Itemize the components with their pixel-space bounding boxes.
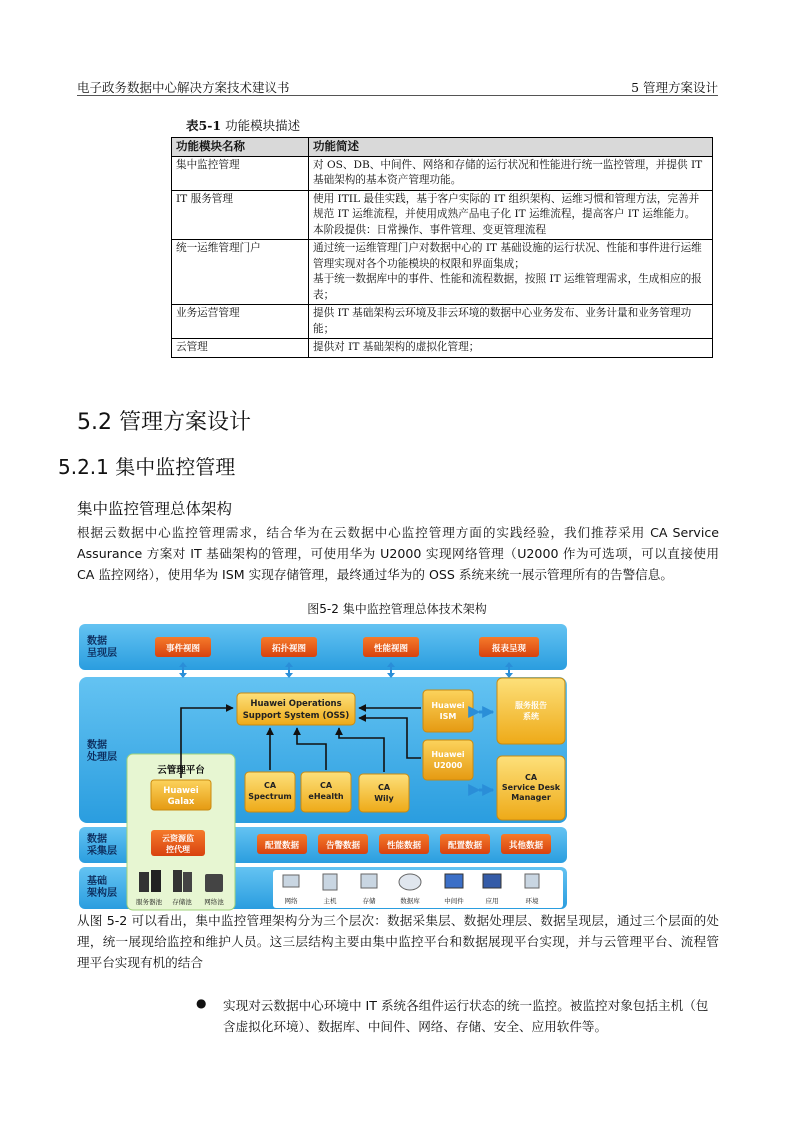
middleware-icon (445, 874, 463, 888)
subsection-heading: 集中监控管理总体架构 (77, 500, 233, 518)
ism-label-line: Huawei (431, 701, 465, 710)
network-device-icon (283, 875, 299, 887)
view-label: 拓扑视图 (271, 644, 307, 654)
architecture-diagram (77, 622, 569, 912)
database-icon (399, 874, 421, 890)
collect-label: 告警数据 (325, 841, 361, 851)
ca-product-line: CA (377, 783, 391, 792)
desc-line: 通过统一运维管理门户对数据中心的 IT 基础设施的运行状况、性能和事件进行运维管理实现对各个功能模块的权限和界面集成； (313, 242, 702, 270)
table-header-row (172, 138, 713, 157)
function-module-table (171, 137, 713, 358)
bullet-dot-icon: ● (196, 996, 207, 1010)
table-header-desc: 功能简述 (309, 138, 713, 157)
ca-product-line: CA (319, 781, 333, 790)
resource-agent-line: 云资源监 (162, 834, 194, 843)
collect-label: 配置数据 (264, 841, 300, 851)
layer-label-line: 基础 (87, 876, 107, 887)
table-cell-desc (309, 339, 713, 358)
desc-line: 提供 IT 基础架构云环境及非云环境的数据中心业务发布、业务计量和业务管理功能； (313, 307, 692, 335)
bullet-text: 实现对云数据中心环境中 IT 系统各组件运行状态的统一监控。被监控对象包括主机（包含虚拟化环境）、数据库、中间件、网络、存储、安全、应用软件等。 (223, 998, 709, 1034)
service-report-box (497, 678, 565, 744)
pool-label: 网络池 (204, 898, 224, 906)
resource-agent-line: 控代理 (166, 845, 190, 854)
table-cell-name: IT 服务管理 (172, 190, 309, 240)
section-heading-5-2: 5.2 管理方案设计 (77, 410, 251, 435)
ca-product-line: CA (263, 781, 277, 790)
page-header (77, 78, 718, 96)
storage-pool-icon (183, 872, 192, 892)
layer-label-line: 数据 (87, 834, 107, 845)
oss-label-line: Support System (OSS) (242, 711, 350, 721)
collect-label: 性能数据 (386, 841, 422, 851)
ca-product-line: Wily (374, 794, 394, 803)
storage-icon (361, 874, 377, 888)
network-pool-icon (205, 874, 223, 892)
table-row (172, 190, 713, 240)
host-icon (323, 874, 337, 890)
intro-paragraph: 根据云数据中心监控管理需求，结合华为在云数据中心监控管理方面的实践经验，我们推荐采用 CA Service Assurance 方案对 IT 基础架构的管理，可使用华为 U2000 实现网络管理（U2000 作为可选项，可以直接使用 CA 监控网络），使用华为 ISM 实现存储管理，最终通过华为的 OSS 系统来统一展示管理所有的告警信息。 (77, 525, 719, 582)
desc-line: 基于统一数据库中的事件、性能和流程数据，按照 IT 运维管理需求，生成相应的报表； (313, 273, 702, 301)
table-cell-desc (309, 156, 713, 190)
table-cell-desc (309, 240, 713, 305)
table-cell-desc (309, 190, 713, 240)
server-pool-icon (151, 870, 161, 892)
desc-line: 本阶段提供：日常操作、事件管理、变更管理流程 (313, 223, 547, 236)
ism-box (423, 690, 473, 732)
table-caption-title: 功能模块描述 (221, 118, 301, 133)
layer-label-line: 数据 (87, 636, 107, 647)
ism-label-line: ISM (439, 712, 457, 721)
table-cell-desc (309, 305, 713, 339)
table-caption (186, 116, 300, 134)
application-icon (483, 874, 501, 888)
oss-label-line: Huawei Operations (250, 699, 342, 709)
table-row (172, 156, 713, 190)
section-heading-5-2-1: 5.2.1 集中监控管理 (58, 455, 236, 479)
layer-label-line: 采集层 (87, 846, 117, 857)
table-header-name: 功能模块名称 (172, 138, 309, 157)
view-label: 报表呈现 (491, 644, 527, 654)
desc-line: 使用 ITIL 最佳实践，基于客户实际的 IT 组织架构、运维习惯和管理方法，完善并规范 IT 运维流程，并使用成熟产品电子化 IT 运维流程，提高客户 IT 运维能力。 (313, 192, 700, 220)
desc-line: 提供对 IT 基础架构的虚拟化管理； (313, 341, 480, 353)
after-figure-paragraph: 从图 5-2 可以看出，集中监控管理架构分为三个层次：数据采集层、数据处理层、数据呈现层，通过三个层面的处理，统一展现给监控和维护人员。这三层结构主要由集中监控平台和数据展现平台实现，并与云管理平台、流程管理平台实现有机的结合 (77, 913, 719, 970)
figure-caption: 图5-2 集中监控管理总体技术架构 (307, 602, 487, 616)
infra-label: 环境 (525, 897, 539, 905)
table-cell-name: 业务运营管理 (172, 305, 309, 339)
layer-label-line: 处理层 (87, 752, 117, 763)
table-row (172, 339, 713, 358)
ca-product-line: eHealth (308, 792, 344, 801)
layer-label-line: 数据 (87, 740, 107, 751)
table-row (172, 240, 713, 305)
header-title: 电子政务数据中心解决方案技术建议书 (77, 80, 290, 95)
collect-label: 配置数据 (447, 841, 483, 851)
galax-line: Huawei (163, 786, 199, 796)
infra-label: 应用 (485, 897, 499, 905)
pool-label: 服务器池 (136, 898, 162, 906)
view-label: 事件视图 (165, 644, 201, 654)
infra-label: 存储 (362, 897, 376, 905)
pool-label: 存储池 (172, 898, 192, 906)
u2000-label-line: Huawei (431, 750, 465, 759)
table-cell-name: 集中监控管理 (172, 156, 309, 190)
view-label: 性能视图 (373, 644, 409, 654)
layer-label-line: 架构层 (87, 888, 117, 899)
service-desk-line: CA (524, 773, 538, 782)
header-chapter: 5 管理方案设计 (631, 80, 718, 95)
infra-label: 数据库 (400, 897, 420, 905)
environment-icon (525, 874, 539, 888)
u2000-box (423, 740, 473, 780)
ca-wily-box (359, 774, 409, 812)
layer-label-line: 呈现层 (87, 648, 117, 659)
infra-label: 网络 (284, 897, 298, 905)
table-caption-prefix: 表5-1 (186, 118, 222, 133)
ca-product-line: Spectrum (248, 792, 292, 801)
galax-label (163, 786, 199, 807)
server-pool-icon (139, 872, 149, 892)
service-desk-line: Manager (511, 793, 551, 802)
table-cell-name: 云管理 (172, 339, 309, 358)
table-row (172, 305, 713, 339)
u2000-label-line: U2000 (433, 761, 463, 770)
desc-line: 对 OS、DB、中间件、网络和存储的运行状况和性能进行统一监控管理，并提供 IT 基础架构的基本资产管理功能。 (313, 158, 703, 186)
service-report-line: 系统 (523, 712, 539, 721)
galax-line: Galax (167, 797, 195, 807)
infra-label: 主机 (323, 897, 337, 905)
collection-boxes (257, 834, 551, 854)
cloud-platform-label: 云管理平台 (157, 765, 205, 776)
infra-label: 中间件 (444, 897, 464, 905)
table-cell-name: 统一运维管理门户 (172, 240, 309, 305)
collect-label: 其他数据 (508, 841, 544, 851)
storage-pool-icon (173, 870, 182, 892)
service-report-line: 服务报告 (515, 701, 547, 710)
service-desk-line: Service Desk (501, 783, 561, 792)
